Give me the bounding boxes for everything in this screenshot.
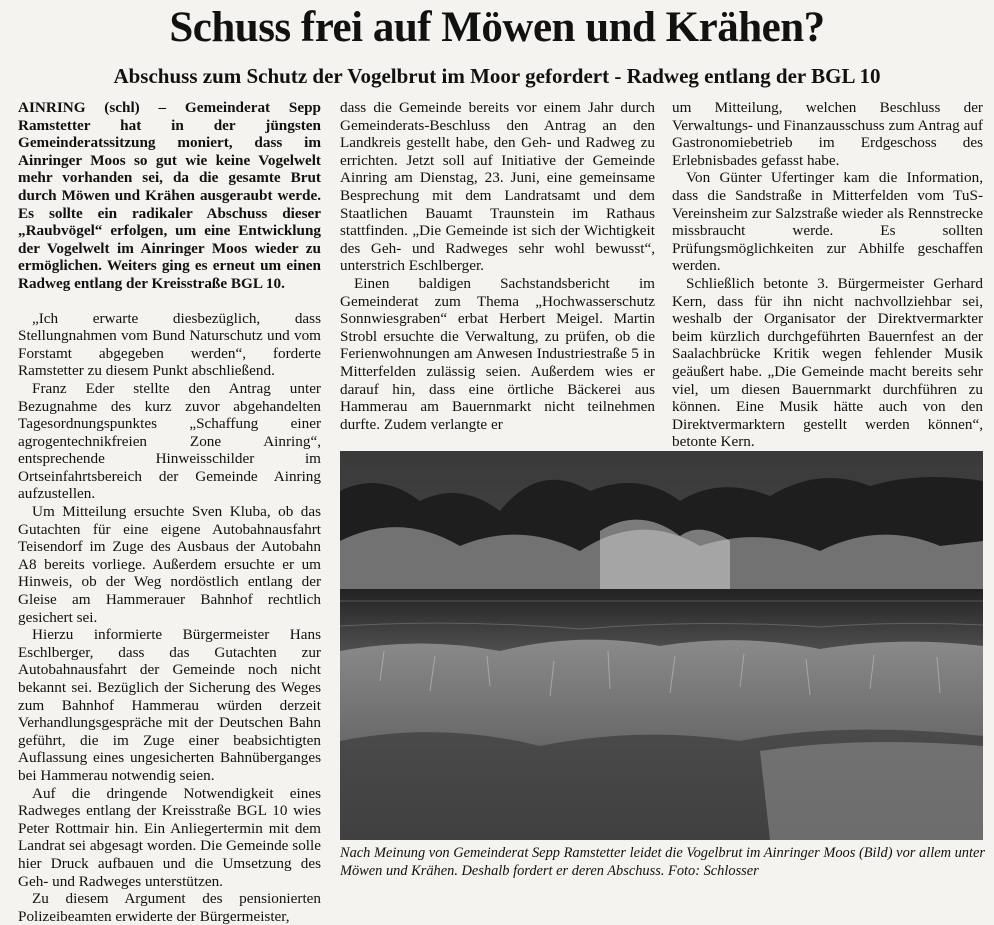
- paragraph: dass die Gemeinde bereits vor einem Jahr durch Gemeinderats-Beschluss den Antrag an den Landkreis gestellt habe, den Geh- und Radweg zu errichten. Jetzt soll auf Initiative der Gemeinde Ainring am Dienstag, 23. Juni, eine gemeinsame Besprechung mit dem Landratsamt und dem Staatlichen Bauamt Traunstein im Rathaus stattfinden. „Die Gemeinde ist sich der Wichtigkeit des Geh- und Radweges sehr wohl bewusst“, unterstrich Eschlberger.: [340, 99, 655, 275]
- paragraph: um Mitteilung, welchen Beschluss der Verwaltungs- und Finanzausschuss zum Antrag auf Gastronomiebetrieb im Erdgeschoss des Erlebnisbades gefasst habe.: [672, 99, 983, 169]
- paragraph: Um Mitteilung ersuchte Sven Kluba, ob das Gutachten für eine eigene Autobahnausfahrt Teisendorf im Zuge des Ausbaus der Autobahn A8 bereits vorliege. Außerdem ersuchte er um Hinweis, ob der Weg nordöstlich entlang der Gleise am Hammerauer Bahnhof rechtlich gesichert sei.: [18, 503, 321, 626]
- paragraph: Hierzu informierte Bürgermeister Hans Eschlberger, dass das Gutachten zur Autobahnausfahrt der Gemeinde noch nicht bekannt sei. Bezüglich der Sicherung des Weges zum Bahnhof Hammerau würden derzeit Verhandlungsgespräche mit der Deutschen Bahn geführt, die im Zuge einer beabsichtigten Auflassung eines ungesicherten Bahnüberganges bei Hammerau notwendig seien.: [18, 626, 321, 784]
- subheadline: Abschuss zum Schutz der Vogelbrut im Moor gefordert - Radweg entlang der BGL 10: [113, 64, 881, 88]
- paragraph: Zu diesem Argument des pensionierten Polizeibeamten erwiderte der Bürgermeister,: [18, 890, 321, 925]
- photo-caption: Nach Meinung von Gemeinderat Sepp Ramstetter leidet die Vogelbrut im Ainringer Moos (Bild) vor allem unter Möwen und Krähen. Deshalb fordert er deren Abschuss. Foto: Schlosser: [340, 845, 985, 879]
- paragraph: „Ich erwarte diesbezüglich, dass Stellungnahmen vom Bund Naturschutz und vom Forstamt abgegeben werden“, forderte Ramstetter zu diesem Punkt abschließend.: [18, 309, 321, 380]
- paragraph: Franz Eder stellte den Antrag unter Bezugnahme des kurz zuvor abgehandelten Tagesordnungspunktes „Schaffung einer agrogentechnikfreien Zone Ainring“, entsprechende Hinweisschilder im Ortseinfahrtsbereich der Gemeinde Ainring aufzustellen.: [18, 379, 321, 503]
- paragraph: Von Günter Ufertinger kam die Information, dass die Sandstraße in Mitterfelden vom TuS-Vereinsheim zur Salzstraße wieder als Rennstrecke missbraucht werde. Es sollten Prüfungsmöglichkeiten zur Abhilfe geschaffen werden.: [672, 169, 983, 275]
- paragraph: Auf die dringende Notwendigkeit eines Radweges entlang der Kreisstraße BGL 10 wies Peter Rottmair hin. Ein Anliegertermin mit dem Landrat sei abgesagt worden. Die Gemeinde solle hier Druck aufbauen und die Umsetzung des Geh- und Radweges unterstützen.: [18, 784, 321, 890]
- paragraph: Schließlich betonte 3. Bürgermeister Gerhard Kern, dass für ihn nicht nachvollziehbar sei, weshalb der Organisator der Direktvermarkter beim kürzlich durchgeführten Bauernfest an der Saalachbrücke Kritik wegen fehlender Musik geäußert habe. „Die Gemeinde macht bereits sehr viel, um diesen Bauernmarkt durchführen zu können. Eine Musik hätte auch von den Direktvermarktern gestellt werden können“, betonte Kern.: [672, 274, 983, 451]
- paragraph: Einen baldigen Sachstandsbericht im Gemeinderat zum Thema „Hochwasserschutz Sonnwiesgraben“ erbat Herbert Meigel. Martin Strobl ersuchte die Verwaltung, zu prüfen, ob die Ferienwohnungen am Anwesen Industriestraße 5 in Mitterfelden zulässig seien. Außerdem wies er darauf hin, dass eine örtliche Bäckerei aus Hammerau am Bauernmarkt nicht teilnehmen durfte. Zudem verlangte er: [340, 274, 655, 433]
- article-column-1: [18, 99, 321, 925]
- moor-photo: [340, 451, 983, 840]
- article-column-2: [340, 99, 655, 433]
- headline: Schuss frei auf Möwen und Krähen?: [169, 4, 825, 51]
- moor-photo-graphic: [340, 451, 983, 840]
- lead-paragraph: AINRING (schl) – Gemeinderat Sepp Ramstetter hat in der jüngsten Gemeinderatssitzung moniert, dass im Ainringer Moos so gut wie keine Vogelwelt mehr vorhanden sei, da die gesamte Brut durch Möwen und Krähen ausgeraubt werde. Es sollte ein radikaler Abschuss dieser „Raubvögel“ erfolgen, um eine Entwicklung der Vogelwelt im Ainringer Moos wieder zu ermöglichen. Weiters ging es erneut um einen Radweg entlang der Kreisstraße BGL 10.: [18, 99, 321, 292]
- article-column-3: [672, 99, 983, 451]
